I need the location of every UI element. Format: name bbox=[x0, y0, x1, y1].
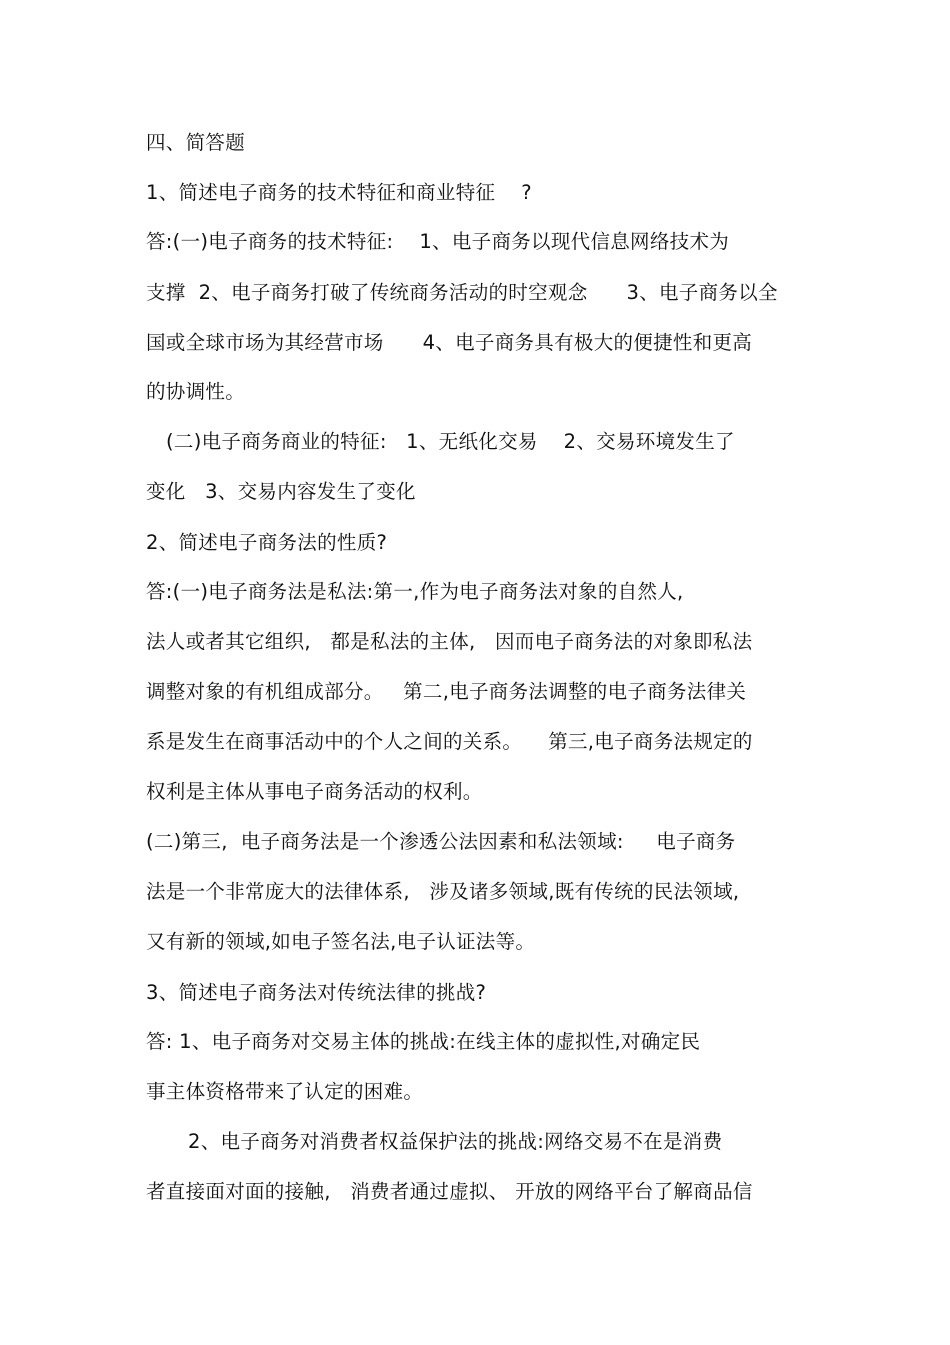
answer-3-line-2: 事主体资格带来了认定的困难。 bbox=[146, 1080, 424, 1103]
answer-2-line-1: 答:(一)电子商务法是私法:第一,作为电子商务法对象的自然人, bbox=[146, 580, 684, 603]
answer-1-line-5: (二)电子商务商业的特征: 1、无纸化交易 2、交易环境发生了 bbox=[166, 430, 735, 453]
answer-1-line-2: 支撑 2、电子商务打破了传统商务活动的时空观念 3、电子商务以全 bbox=[146, 281, 778, 304]
question-1: 1、简述电子商务的技术特征和商业特征 ? bbox=[146, 181, 532, 204]
answer-2-line-3: 调整对象的有机组成部分。 第二,电子商务法调整的电子商务法律关 bbox=[146, 680, 747, 703]
answer-1-line-4: 的协调性。 bbox=[146, 380, 246, 403]
answer-2-line-8: 又有新的领域,如电子签名法,电子认证法等。 bbox=[146, 930, 536, 953]
answer-2-line-7: 法是一个非常庞大的法律体系, 涉及诸多领域,既有传统的民法领域, bbox=[146, 880, 740, 903]
answer-3-line-3: 2、电子商务对消费者权益保护法的挑战:网络交易不在是消费 bbox=[188, 1130, 723, 1153]
question-3: 3、简述电子商务法对传统法律的挑战? bbox=[146, 981, 487, 1004]
answer-3-line-4: 者直接面对面的接触, 消费者通过虚拟、 开放的网络平台了解商品信 bbox=[146, 1180, 753, 1203]
answer-2-line-6: (二)第三, 电子商务法是一个渗透公法因素和私法领域: 电子商务 bbox=[146, 830, 736, 853]
question-2: 2、简述电子商务法的性质? bbox=[146, 531, 388, 554]
answer-3-line-1: 答: 1、电子商务对交易主体的挑战:在线主体的虚拟性,对确定民 bbox=[146, 1030, 701, 1053]
answer-1-line-6: 变化 3、交易内容发生了变化 bbox=[146, 480, 416, 503]
answer-2-line-4: 系是发生在商事活动中的个人之间的关系。 第三,电子商务法规定的 bbox=[146, 730, 753, 753]
answer-2-line-2: 法人或者其它组织, 都是私法的主体, 因而电子商务法的对象即私法 bbox=[146, 630, 753, 653]
section-title: 四、简答题 bbox=[146, 131, 246, 154]
answer-2-line-5: 权利是主体从事电子商务活动的权利。 bbox=[146, 780, 483, 803]
answer-1-line-1: 答:(一)电子商务的技术特征: 1、电子商务以现代信息网络技术为 bbox=[146, 230, 730, 253]
answer-1-line-3: 国或全球市场为其经营市场 4、电子商务具有极大的便捷性和更高 bbox=[146, 331, 753, 354]
